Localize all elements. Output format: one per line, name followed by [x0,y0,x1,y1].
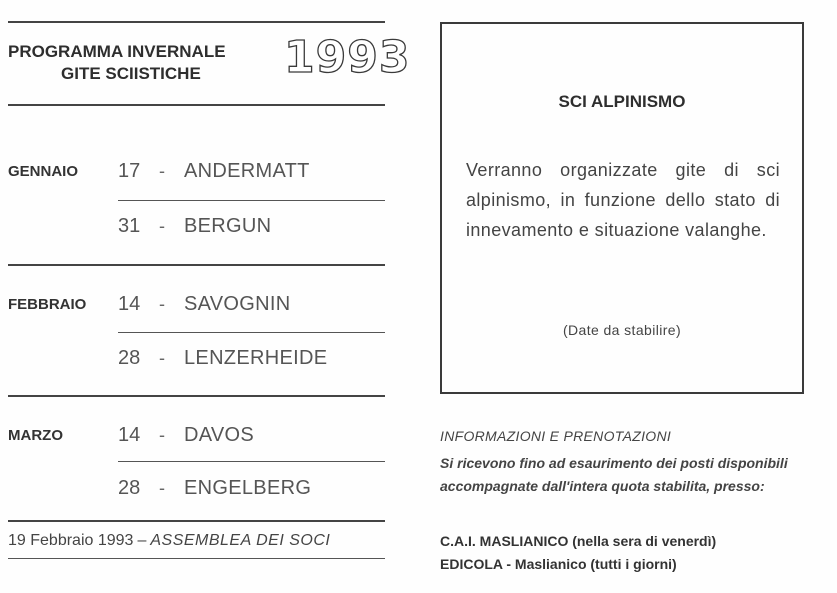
box-body: Verranno organizzate gite di sci alpinismo, in funzione dello stato di innevamento e situazione valanghe. [466,160,780,240]
trip-dash: - [159,294,165,314]
program-title-line2: GITE SCIISTICHE [61,64,201,83]
program-title-line1: PROGRAMMA INVERNALE [8,42,226,61]
trip-place: ENGELBERG [184,477,312,499]
trip-dash: - [159,478,165,498]
box-title: SCI ALPINISMO [558,92,686,111]
header-bottom-rule [8,104,385,106]
month-label: FEBBRAIO [8,296,87,313]
top-rule [8,21,385,23]
trip-day: 14 [118,424,141,446]
info-text: Si ricevono fino ad esaurimento dei posti disponibili accompagnate dall'intera quota stabilita, presso: [440,455,788,494]
month-label: GENNAIO [8,163,79,180]
box-note: (Date da stabilire) [562,322,682,338]
contact-edicola: EDICOLA - Maslianico (tutti i giorni) [440,556,677,572]
contact-cai: C.A.I. MASLIANICO (nella sera di venerdì) [440,533,717,549]
program-year: 1993 [284,32,411,83]
trip-day: 28 [118,347,141,369]
trip-day: 28 [118,477,141,499]
program-title [8,41,283,85]
assembly-date: 19 Febbraio 1993 [8,532,134,549]
trip-day: 14 [118,293,141,315]
trip-place: SAVOGNIN [184,293,291,315]
trip-dash: - [159,161,165,181]
trip-dash: - [159,216,165,236]
assembly-label: ASSEMBLEA DEI SOCI [150,532,331,549]
trip-place: BERGUN [184,215,272,237]
assembly-line [8,532,330,550]
month-rule [8,520,385,522]
sci-alpinismo-box [440,22,804,394]
trip-place: DAVOS [184,424,255,446]
trip-dash: - [159,425,165,445]
assembly-separator: – [137,532,147,549]
trip-divider [118,332,385,333]
trip-divider [118,200,385,201]
trip-day: 17 [118,160,141,182]
info-title: INFORMAZIONI E PRENOTAZIONI [440,428,672,444]
trip-divider [118,461,385,462]
trip-place: LENZERHEIDE [184,347,328,369]
month-label: MARZO [8,427,63,444]
trip-place: ANDERMATT [184,160,310,182]
month-rule [8,395,385,397]
trip-dash: - [159,348,165,368]
bottom-rule [8,558,385,559]
trip-day: 31 [118,215,141,237]
month-rule [8,264,385,266]
